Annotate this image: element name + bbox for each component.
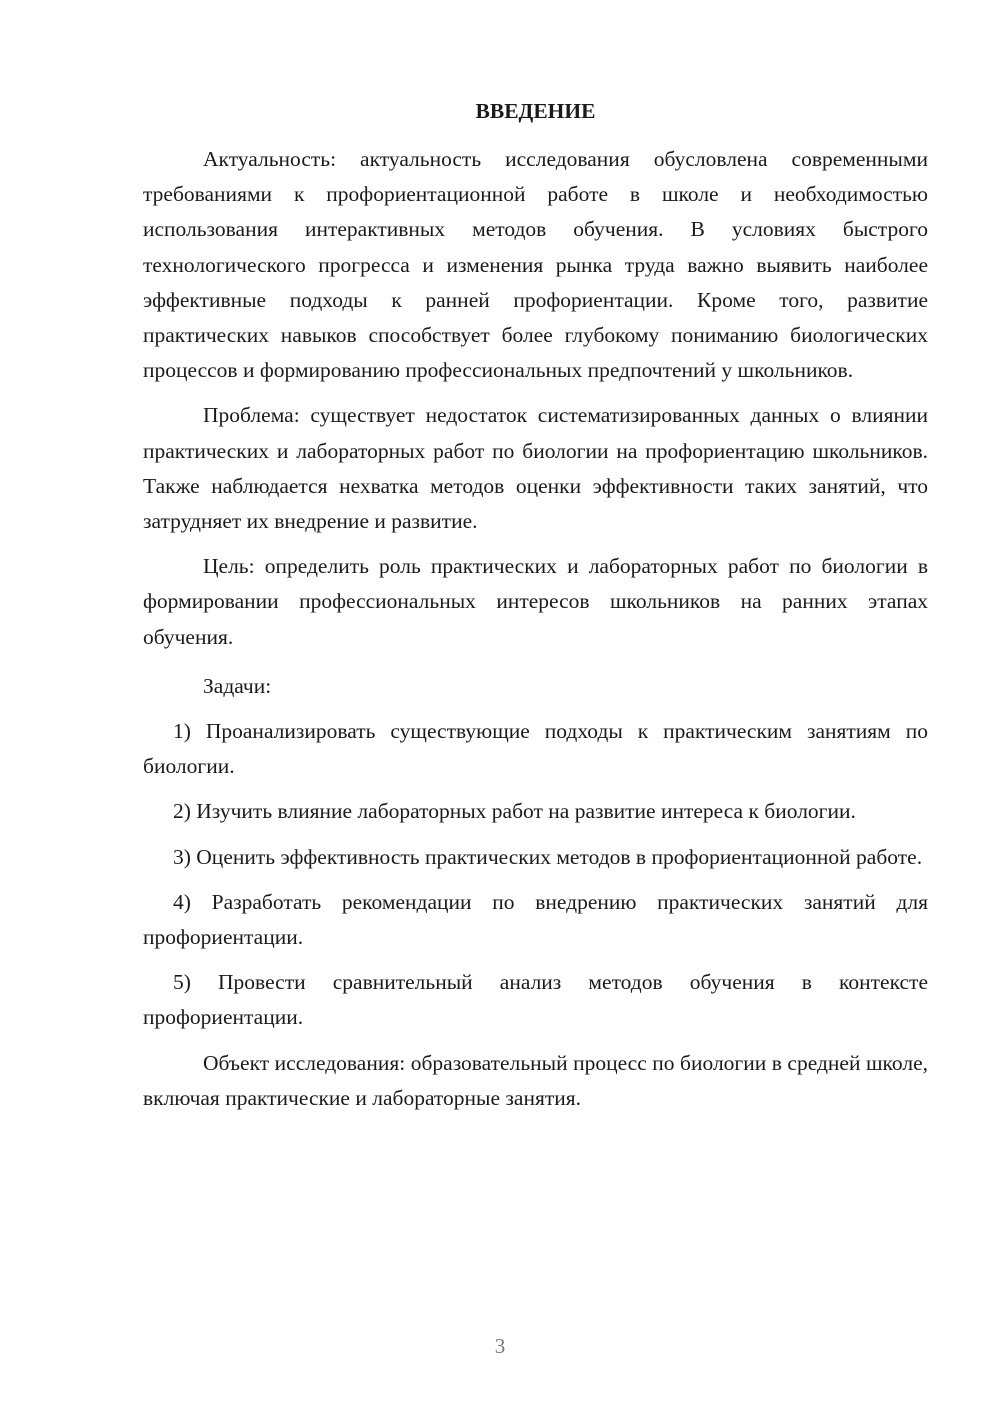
paragraph-object: Объект исследования: образовательный процесс по биологии в средней школе, включая практические и лабораторные занятия. xyxy=(143,1050,928,1110)
paragraph-goal: Цель: определить роль практических и лабораторных работ по биологии в формировании профессиональных интересов школьников на ранних этапах обучения. xyxy=(143,554,928,649)
section-title: ВВЕДЕНИЕ xyxy=(475,99,596,123)
task-item: 2) Изучить влияние лабораторных работ на развитие интереса к биологии. xyxy=(173,799,856,824)
task-item: 4) Разработать рекомендации по внедрению практических занятий для профориентации. xyxy=(143,889,928,950)
paragraph-problem: Проблема: существует недостаток систематизированных данных о влиянии практических и лабораторных работ по биологии на профориентацию школьников. Также наблюдается нехватка методов оценки эффективности таких занятий, что затрудняет их внедрение и развитие. xyxy=(143,403,928,534)
tasks-heading: Задачи: xyxy=(203,673,272,698)
page-number: 3 xyxy=(494,1334,506,1358)
task-item: 1) Проанализировать существующие подходы к практическим занятиям по биологии. xyxy=(143,719,928,779)
task-item: 3) Оценить эффективность практических методов в профориентационной работе. xyxy=(173,844,923,869)
document-page xyxy=(143,96,928,1126)
paragraph-relevance: Актуальность: актуальность исследования обусловлена современными требованиями к профориентационной работе в школе и необходимостью использования интерактивных методов обучения. В условиях быстрого технологического прогресса и изменения рынка труда важно выявить наиболее эффективные подходы к ранней профориентации. Кроме того, развитие практических навыков способствует более глубокому пониманию биологических процессов и формированию профессиональных предпочтений у школьников. xyxy=(143,147,928,383)
task-item: 5) Провести сравнительный анализ методов обучения в контексте профориентации. xyxy=(143,970,928,1030)
